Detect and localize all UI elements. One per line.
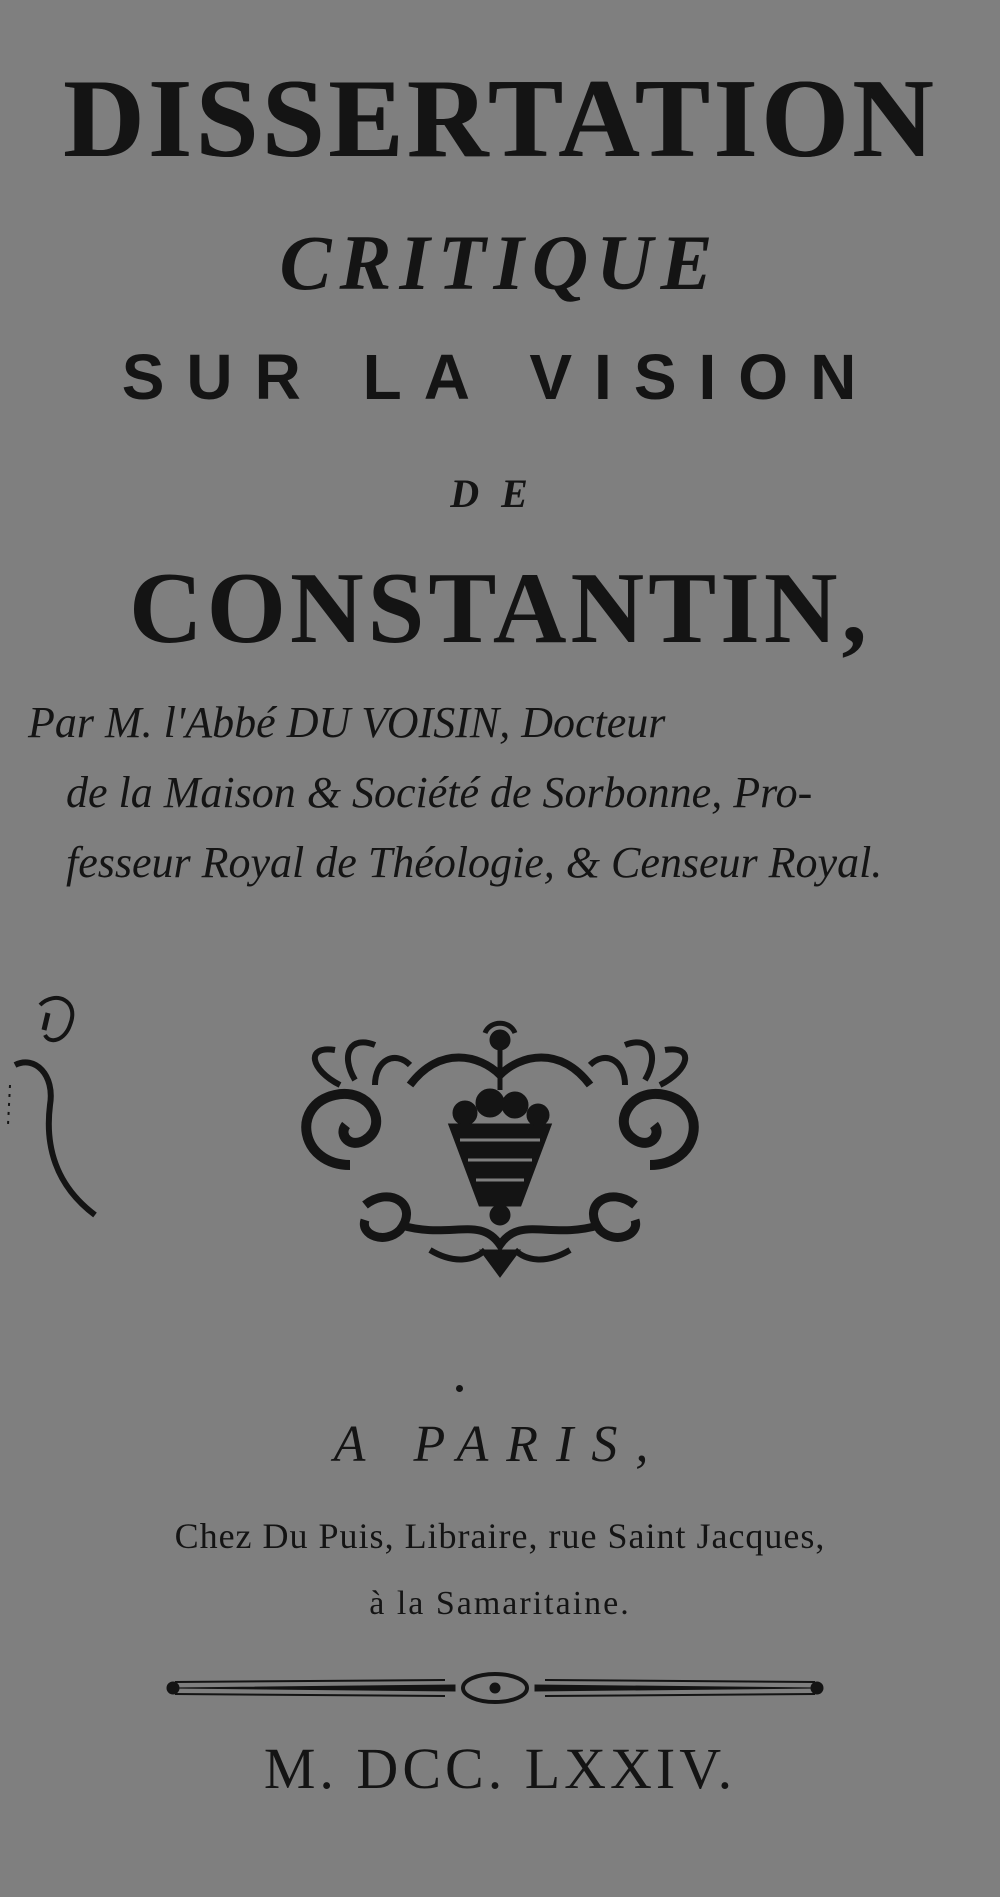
ink-dot <box>456 1385 463 1392</box>
author-line-3: fesseur Royal de Théologie, & Censeur Royal. <box>66 838 883 887</box>
author-block <box>28 688 978 898</box>
author-line-2: de la Maison & Société de Sorbonne, Pro- <box>66 768 813 817</box>
title-line-dissertation: DISSERTATION <box>63 57 937 181</box>
author-line-1: Par M. l'Abbé DU VOISIN, Docteur <box>28 698 666 747</box>
title-line-constantin: CONSTANTIN, <box>128 552 872 665</box>
floral-basket-ornament-icon <box>280 1015 720 1285</box>
imprint-sign: à la Samaritaine. <box>369 1585 631 1622</box>
publication-date: M. DCC. LXXIV. <box>263 1736 737 1801</box>
title-line-critique: CRITIQUE <box>279 219 721 306</box>
handwritten-mark-icon <box>0 985 110 1225</box>
title-line-sur-la-vision: SUR LA VISION <box>121 341 879 413</box>
imprint-publisher: Chez Du Puis, Libraire, rue Saint Jacques, <box>174 1516 826 1556</box>
title-line-de: DE <box>450 471 550 516</box>
decorative-rule-icon <box>165 1668 825 1708</box>
imprint-city: A PARIS, <box>333 1416 667 1473</box>
